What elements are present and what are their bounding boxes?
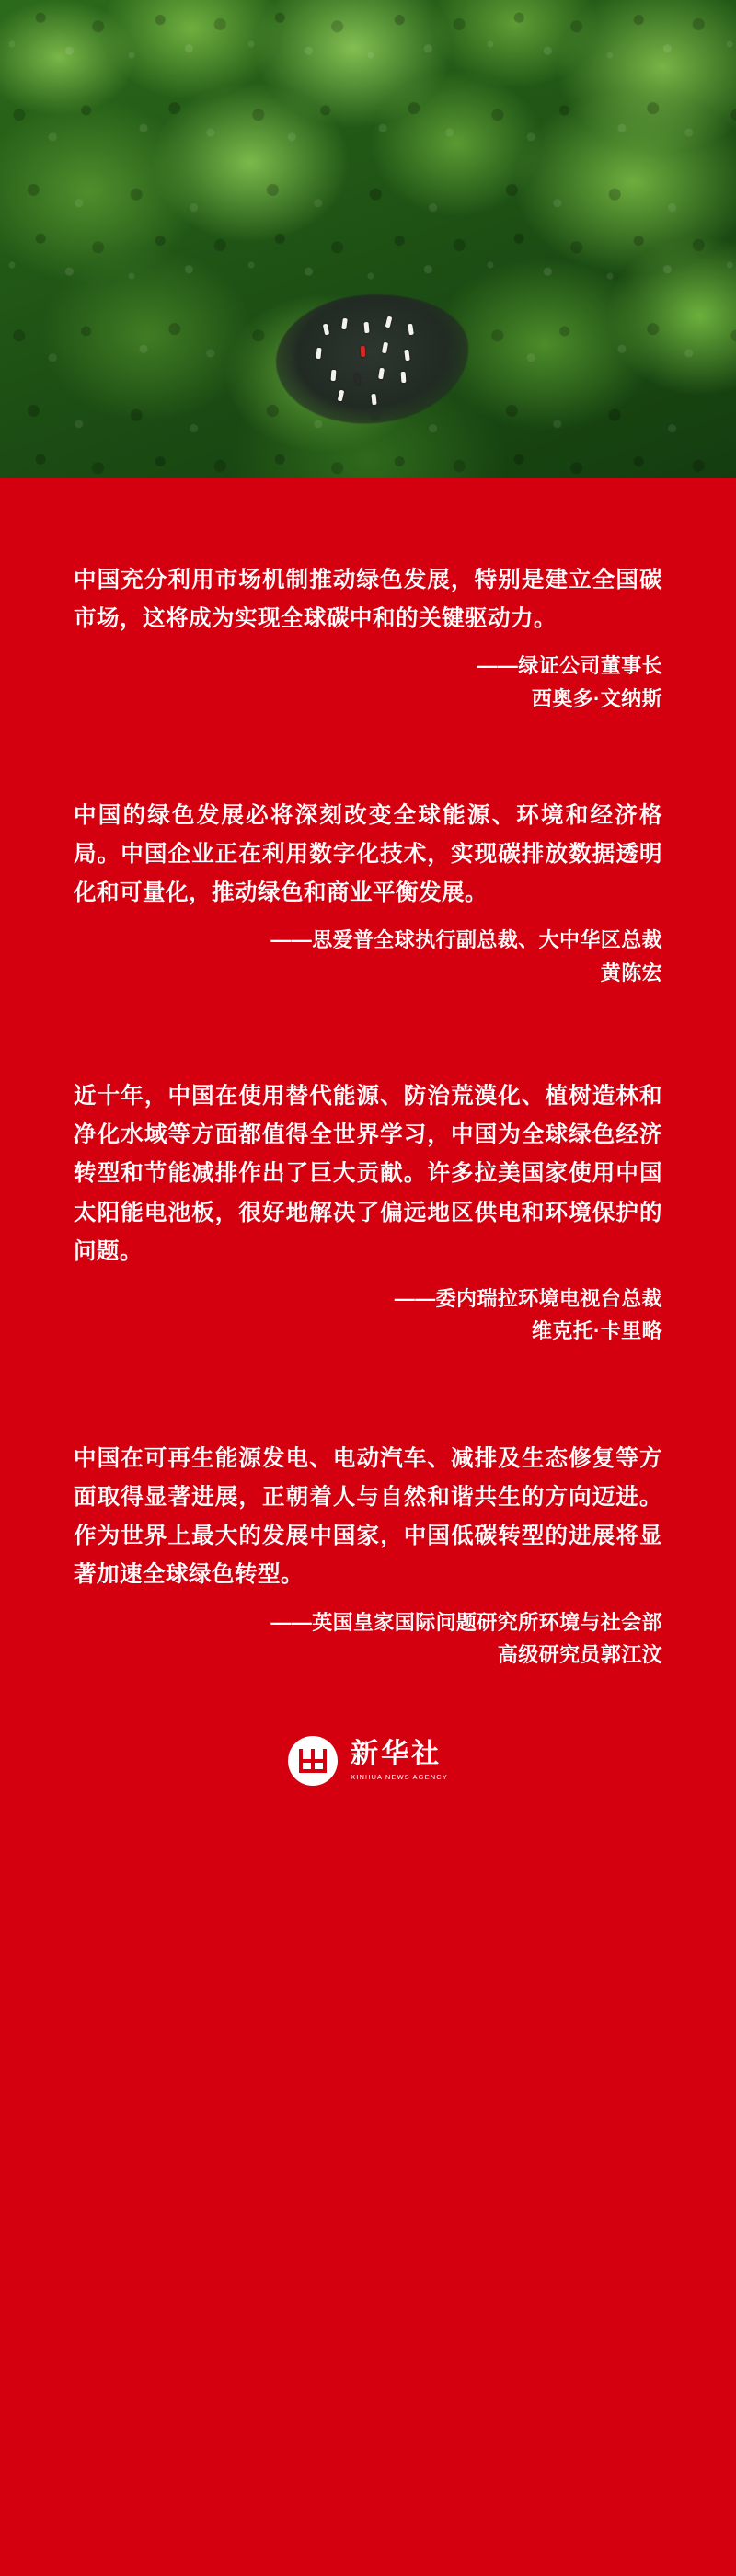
quote-attribution (74, 1606, 662, 1672)
quote-attribution-line-1: ——英国皇家国际问题研究所环境与社会部 (270, 1610, 662, 1634)
quote-attribution (74, 924, 662, 989)
quote-block-4 (0, 1440, 736, 1672)
quote-block-2 (0, 797, 736, 990)
quote-text: 中国在可再生能源发电、电动汽车、减排及生态修复等方面取得显著进展，正朝着人与自然和谐共生的方向迈进。作为世界上最大的发展中国家，中国低碳转型的进展将显著加速全球绿色转型。 (74, 1446, 662, 1588)
quote-attribution (74, 1282, 662, 1348)
logo-text-group (351, 1738, 448, 1781)
quotes-section (0, 478, 736, 2576)
logo-chinese-name: 新华社 (351, 1738, 443, 1770)
quote-attribution (74, 650, 662, 715)
quote-attribution-line-2: 高级研究员郭江汶 (497, 1643, 662, 1667)
person-figure-highlight (361, 346, 366, 357)
quote-attribution-line-2: 西奥多·文纳斯 (531, 686, 662, 710)
quote-attribution-line-1: ——委内瑞拉环境电视台总裁 (394, 1286, 662, 1310)
quote-block-3 (0, 1077, 736, 1348)
quote-text: 中国充分利用市场机制推动绿色发展，特别是建立全国碳市场，这将成为实现全球碳中和的关键驱动力。 (74, 568, 662, 632)
xinhua-logo-icon (288, 1736, 338, 1786)
quote-attribution-line-1: ——思爱普全球执行副总裁、大中华区总裁 (270, 927, 662, 951)
person-figure (401, 372, 407, 383)
quote-attribution-line-1: ——绿证公司董事长 (477, 654, 662, 678)
quote-attribution-line-2: 维克托·卡里略 (531, 1319, 662, 1343)
quote-text: 中国的绿色发展必将深刻改变全球能源、环境和经济格局。中国企业正在利用数字化技术，实现碳排放数据透明化和可量化，推动绿色和商业平衡发展。 (74, 802, 662, 905)
logo-english-name: XINHUA NEWS AGENCY (351, 1773, 448, 1781)
person-figure (363, 322, 369, 333)
quote-block-1 (0, 561, 736, 716)
quote-attribution-line-2: 黄陈宏 (600, 960, 662, 984)
person-figure (331, 370, 337, 381)
hero-image (0, 0, 736, 478)
footer-logo (0, 1736, 736, 1819)
quote-text: 近十年，中国在使用替代能源、防治荒漠化、植树造林和净化水域等方面都值得全世界学习，中国为全球绿色经济转型和节能减排作出了巨大贡献。许多拉美国家使用中国太阳能电池板，很好地解决了偏远地区供电和环境保护的问题。 (74, 1084, 662, 1264)
